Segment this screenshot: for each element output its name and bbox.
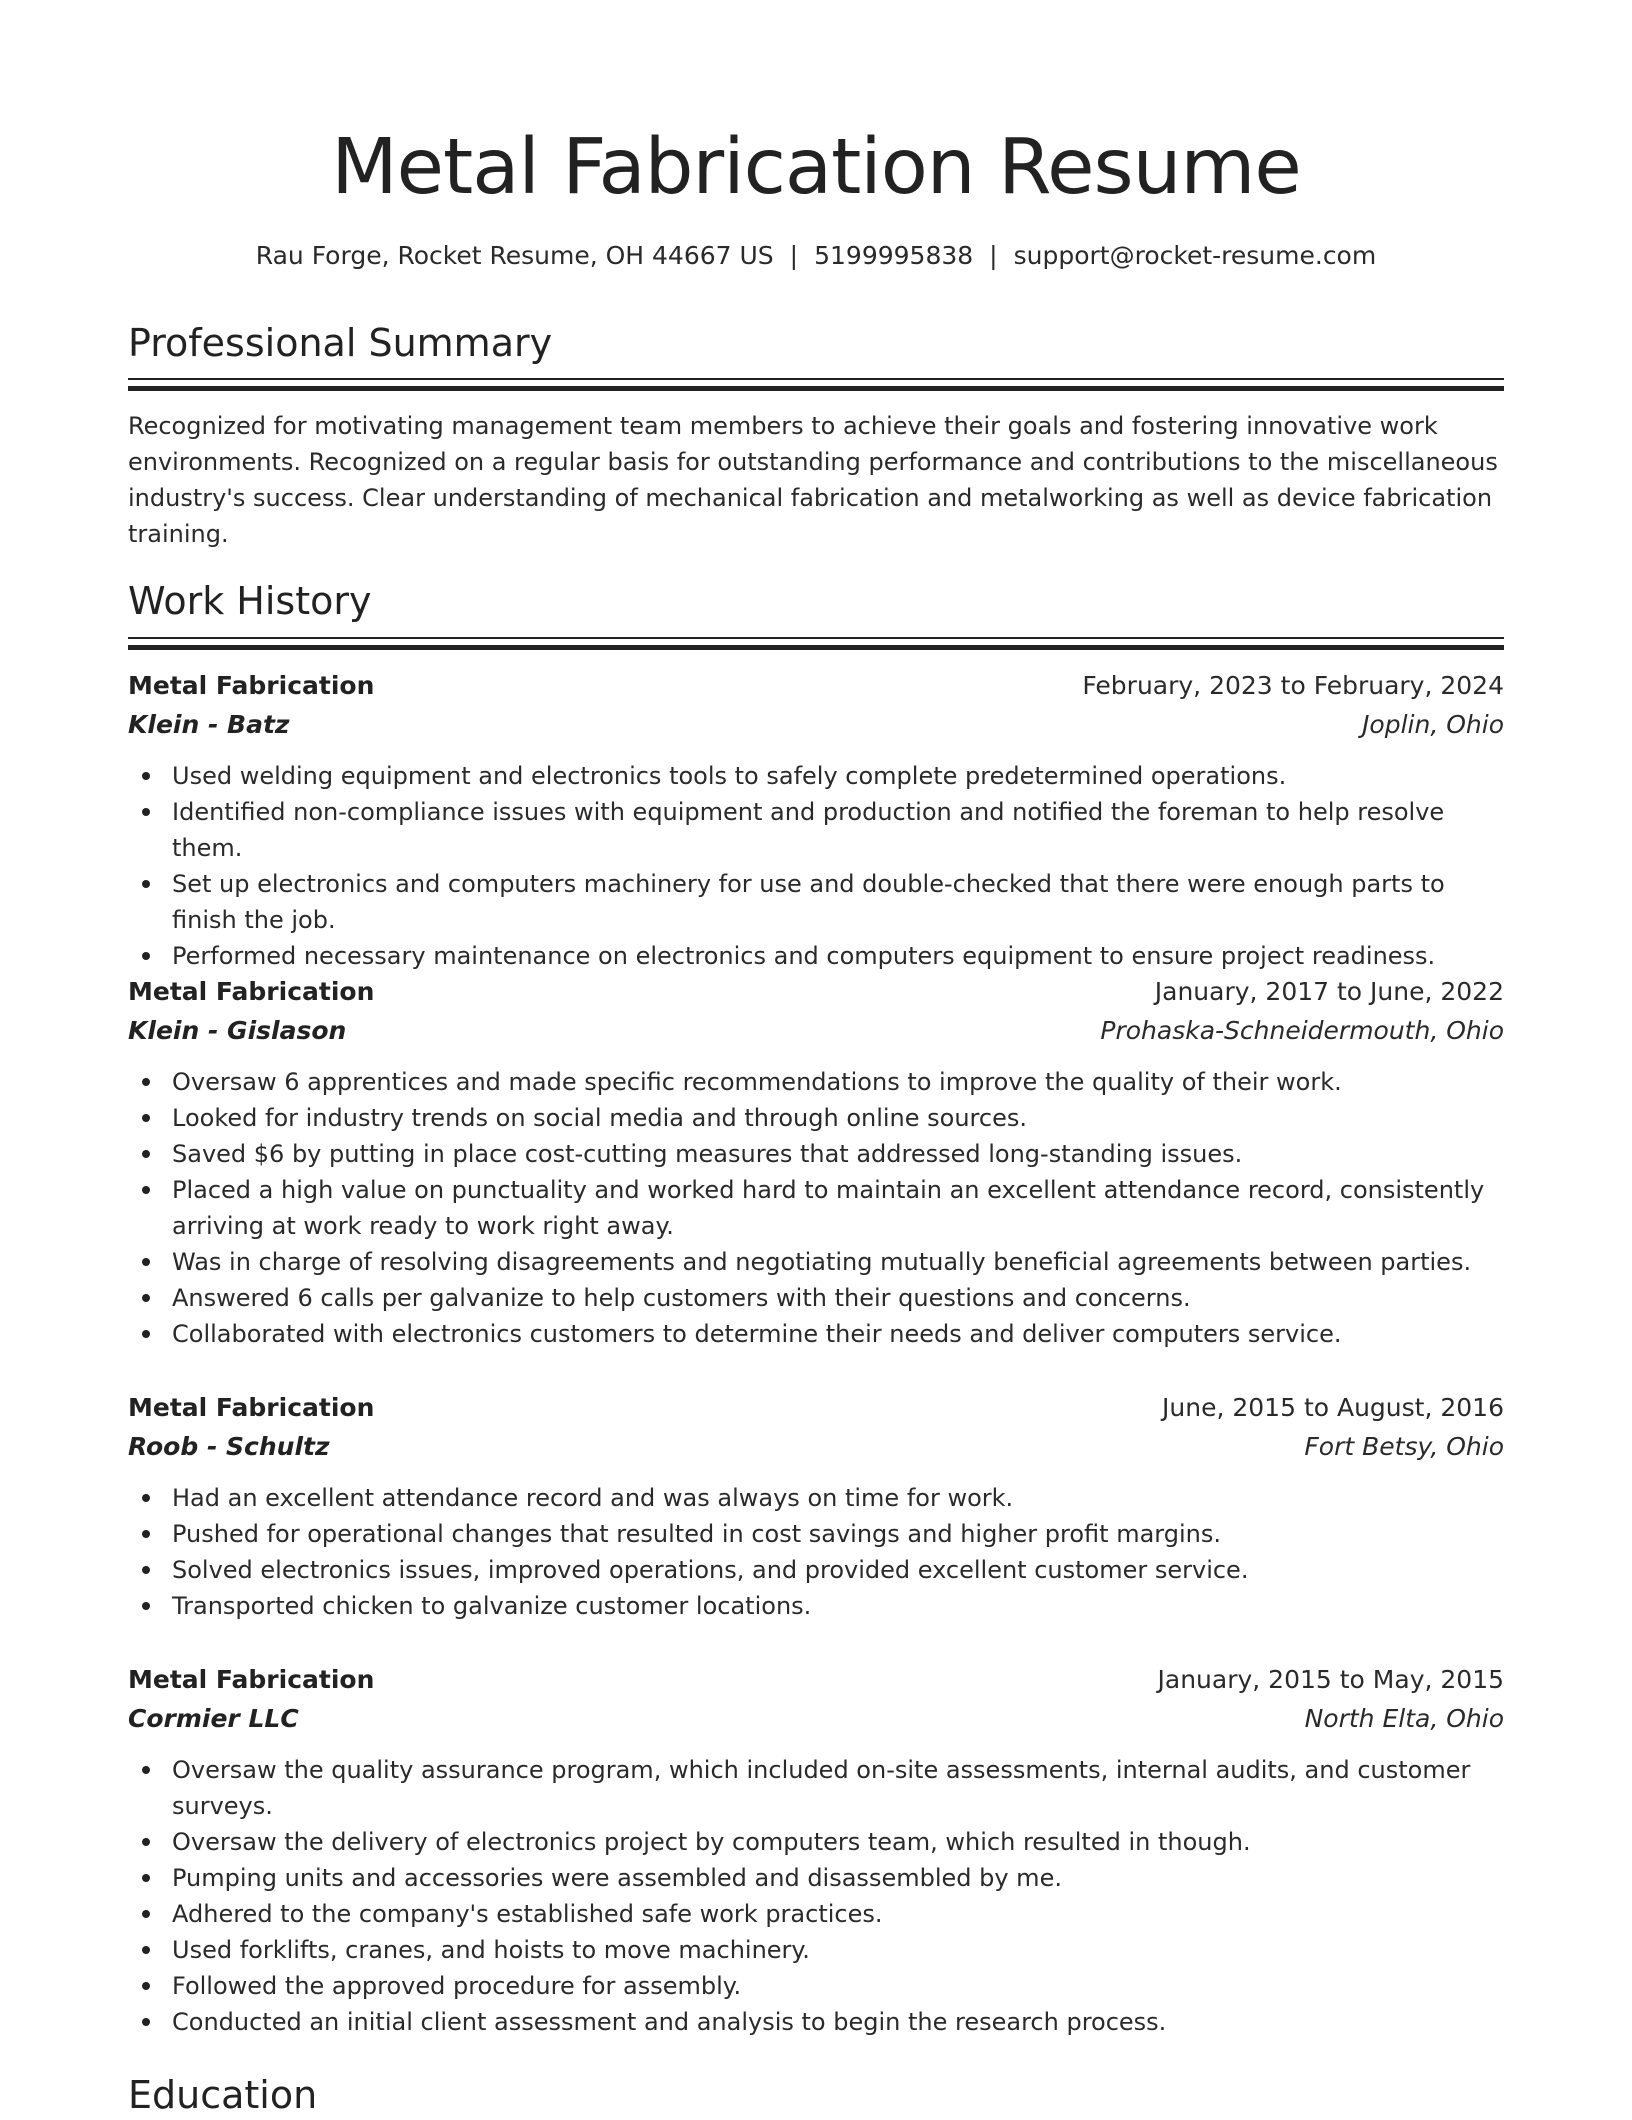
contact-email: support@rocket-resume.com bbox=[1013, 241, 1377, 270]
bullet-item: Adhered to the company's established safe work practices. bbox=[128, 1896, 1504, 1932]
bullet-item: Transported chicken to galvanize customer locations. bbox=[128, 1588, 1504, 1624]
work-history-heading: Work History bbox=[128, 579, 372, 623]
section-divider bbox=[128, 378, 1504, 392]
bullet-item: Collaborated with electronics customers to determine their needs and deliver computers service. bbox=[128, 1316, 1504, 1352]
bullet-item: Was in charge of resolving disagreements and negotiating mutually beneficial agreements between parties. bbox=[128, 1244, 1504, 1280]
job-title: Metal Fabrication bbox=[128, 1665, 375, 1694]
job-location: Prohaska-Schneidermouth, Ohio bbox=[1100, 1016, 1504, 1045]
summary-heading: Professional Summary bbox=[128, 321, 553, 365]
bullet-item: Answered 6 calls per galvanize to help customers with their questions and concerns. bbox=[128, 1280, 1504, 1316]
job-title: Metal Fabrication bbox=[128, 671, 375, 700]
job-dates: February, 2023 to February, 2024 bbox=[1082, 671, 1504, 700]
bullet-item: Pushed for operational changes that resulted in cost savings and higher profit margins. bbox=[128, 1516, 1504, 1552]
bullet-item: Set up electronics and computers machinery for use and double-checked that there were enough parts to finish the job. bbox=[128, 866, 1504, 938]
bullet-item: Followed the approved procedure for assembly. bbox=[128, 1968, 1504, 2004]
bullet-item: Solved electronics issues, improved operations, and provided excellent customer service. bbox=[128, 1552, 1504, 1588]
job-location: North Elta, Ohio bbox=[1304, 1704, 1504, 1733]
job-location: Fort Betsy, Ohio bbox=[1304, 1432, 1504, 1461]
bullet-item: Used welding equipment and electronics tools to safely complete predetermined operations. bbox=[128, 758, 1504, 794]
bullet-item: Saved $6 by putting in place cost-cutting measures that addressed long-standing issues. bbox=[128, 1136, 1504, 1172]
job-entry bbox=[128, 972, 1504, 1352]
job-entry bbox=[128, 1660, 1504, 2040]
job-bullets bbox=[128, 758, 1504, 974]
bullet-item: Performed necessary maintenance on electronics and computers equipment to ensure project readiness. bbox=[128, 938, 1504, 974]
bullet-item: Used forklifts, cranes, and hoists to move machinery. bbox=[128, 1932, 1504, 1968]
bullet-item: Oversaw 6 apprentices and made specific recommendations to improve the quality of their work. bbox=[128, 1064, 1504, 1100]
job-company: Roob - Schultz bbox=[128, 1432, 330, 1461]
section-divider bbox=[128, 637, 1504, 651]
contact-phone: 5199995838 bbox=[814, 241, 974, 270]
bullet-item: Had an excellent attendance record and was always on time for work. bbox=[128, 1480, 1504, 1516]
job-company: Cormier LLC bbox=[128, 1704, 299, 1733]
bullet-item: Pumping units and accessories were assembled and disassembled by me. bbox=[128, 1860, 1504, 1896]
bullet-item: Oversaw the delivery of electronics project by computers team, which resulted in though. bbox=[128, 1824, 1504, 1860]
job-location: Joplin, Ohio bbox=[1362, 710, 1504, 739]
job-title: Metal Fabrication bbox=[128, 1393, 375, 1422]
job-dates: June, 2015 to August, 2016 bbox=[1162, 1393, 1504, 1422]
job-entry bbox=[128, 1388, 1504, 1624]
job-company: Klein - Batz bbox=[128, 710, 290, 739]
job-title: Metal Fabrication bbox=[128, 977, 375, 1006]
bullet-item: Conducted an initial client assessment and analysis to begin the research process. bbox=[128, 2004, 1504, 2040]
job-company: Klein - Gislason bbox=[128, 1016, 347, 1045]
contact-address: Rau Forge, Rocket Resume, OH 44667 US bbox=[255, 241, 774, 270]
contact-separator: | bbox=[989, 241, 998, 270]
bullet-item: Looked for industry trends on social media and through online sources. bbox=[128, 1100, 1504, 1136]
job-dates: January, 2017 to June, 2022 bbox=[1154, 977, 1504, 1006]
job-bullets bbox=[128, 1480, 1504, 1624]
bullet-item: Identified non-compliance issues with equipment and production and notified the foreman to help resolve them. bbox=[128, 794, 1504, 866]
job-entry bbox=[128, 666, 1504, 974]
contact-line bbox=[128, 238, 1504, 274]
summary-text: Recognized for motivating management team members to achieve their goals and fostering innovative work environments. Recognized on a regular basis for outstanding performance and contributions to the miscellaneous industry's success. Clear understanding of mechanical fabrication and metalworking as well as device fabrication training. bbox=[128, 412, 1498, 548]
job-bullets bbox=[128, 1752, 1504, 2040]
job-bullets bbox=[128, 1064, 1504, 1352]
contact-separator: | bbox=[789, 241, 799, 270]
bullet-item: Placed a high value on punctuality and worked hard to maintain an excellent attendance record, consistently arriving at work ready to work right away. bbox=[128, 1172, 1504, 1244]
page-title: Metal Fabrication Resume bbox=[331, 123, 1301, 212]
job-dates: January, 2015 to May, 2015 bbox=[1157, 1665, 1504, 1694]
bullet-item: Oversaw the quality assurance program, which included on-site assessments, internal audits, and customer surveys. bbox=[128, 1752, 1504, 1824]
education-heading: Education bbox=[128, 2073, 318, 2117]
